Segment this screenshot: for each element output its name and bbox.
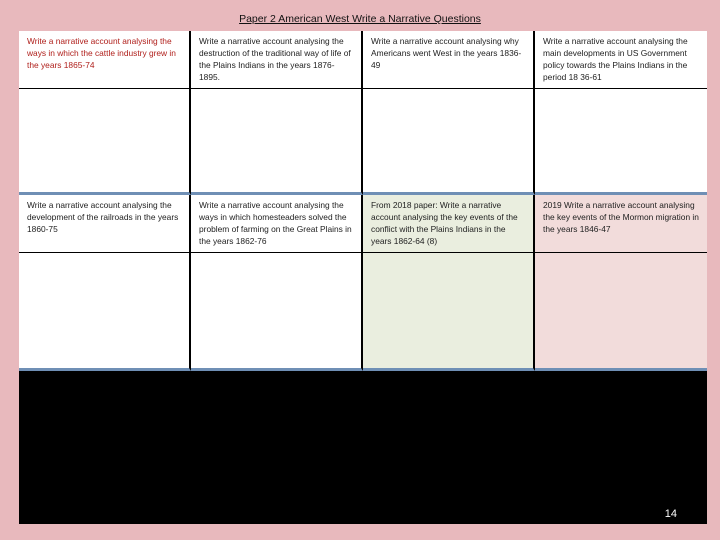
question-cell: Write a narrative account analysing the main developments in US Government policy towards the Plains Indians in the period 18 36-61: [535, 31, 707, 89]
question-cell: Write a narrative account analysing the development of the railroads in the years 1860-75: [19, 195, 191, 253]
question-cell: Write a narrative account analysing why Americans went West in the years 1836-49: [363, 31, 535, 89]
question-cell: Write a narrative account analysing the ways in which the cattle industry grew in the years 1865-74: [19, 31, 191, 89]
page-number: 14: [664, 508, 677, 520]
answer-space[interactable]: [19, 253, 191, 371]
question-cell: Write a narrative account analysing the ways in which homesteaders solved the problem of farming on the Great Plains in the years 1862-76: [191, 195, 363, 253]
question-cell: Write a narrative account analysing the destruction of the traditional way of life of the Plains Indians in the years 1876-1895.: [191, 31, 363, 89]
answer-space[interactable]: [363, 253, 535, 371]
worksheet-slide: [19, 31, 707, 524]
question-cell: 2019 Write a narrative account analysing the key events of the Mormon migration in the years 1846-47: [535, 195, 707, 253]
answer-space[interactable]: [19, 89, 191, 195]
answer-space[interactable]: [363, 89, 535, 195]
answer-space[interactable]: [535, 89, 707, 195]
answer-space[interactable]: [191, 253, 363, 371]
answer-space[interactable]: [535, 253, 707, 371]
question-cell: From 2018 paper: Write a narrative account analysing the key events of the conflict with the Plains Indians in the years 1862-64 (8): [363, 195, 535, 253]
question-grid: [19, 31, 707, 371]
answer-space[interactable]: [191, 89, 363, 195]
page-title: Paper 2 American West Write a Narrative Questions: [239, 13, 481, 25]
